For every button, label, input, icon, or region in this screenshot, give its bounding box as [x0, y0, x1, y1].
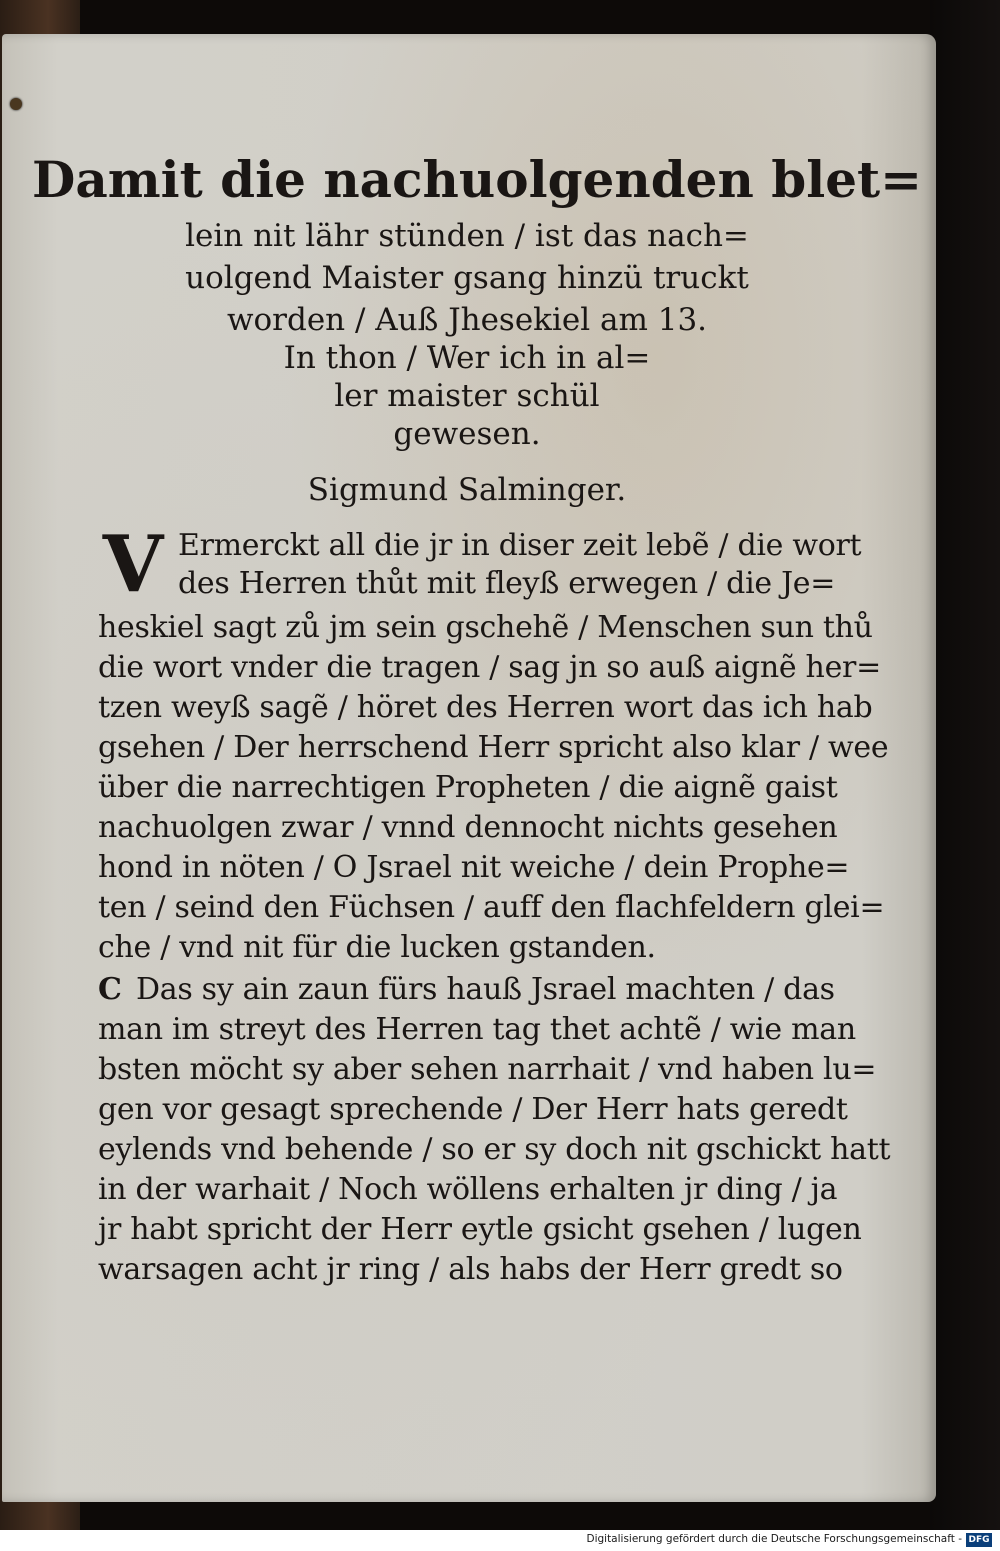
paragraph-mark: C: [98, 972, 122, 1007]
dfg-logo[interactable]: DFG: [966, 1533, 992, 1547]
binding-nail: [10, 98, 22, 110]
body-line-10: ten / seind den Füchsen / auff den flachfeldern glei=: [98, 890, 885, 925]
body-line-5: tzen weyß sagẽ / höret des Herren wort das ich hab: [98, 690, 873, 725]
body-line-6: gsehen / Der herrschend Herr spricht also klar / wee: [98, 730, 889, 765]
body-line-14: bsten möcht sy aber sehen narrhait / vnd haben lu=: [98, 1052, 877, 1087]
body-line-13: man im streyt des Herren tag thet achtẽ / wie man: [98, 1012, 856, 1047]
body-line-7: über die narrechtigen Propheten / die aignẽ gaist: [98, 770, 838, 805]
title-line-2: lein nit lähr stünden / ist das nach=: [185, 218, 749, 254]
body-line-9: hond in nöten / O Jsrael nit weiche / dein Prophe=: [98, 850, 850, 885]
title-line-6: ler maister schül: [334, 378, 600, 414]
title-line-3: uolgend Maister gsang hinzü truckt: [185, 260, 749, 296]
body-line-2: des Herren thůt mit fleyß erwegen / die Je=: [178, 566, 836, 601]
body-line-1: Ermerckt all die jr in diser zeit lebẽ / die wort: [178, 528, 862, 563]
decorated-initial: V: [102, 519, 164, 610]
title-line-4: worden / Auß Jhesekiel am 13.: [226, 302, 708, 338]
body-line-15: gen vor gesagt sprechende / Der Herr hats geredt: [98, 1092, 848, 1127]
body-line-11: che / vnd nit für die lucken gstanden.: [98, 930, 656, 965]
body-line-18: jr habt spricht der Herr eytle gsicht gsehen / lugen: [98, 1212, 862, 1247]
body-line-3: heskiel sagt zů jm sein gschehẽ / Menschen sun thů: [98, 610, 873, 645]
body-line-4: die wort vnder die tragen / sag jn so auß aignẽ her=: [98, 650, 881, 685]
author-line: Sigmund Salminger.: [307, 472, 627, 508]
title-line-7: gewesen.: [393, 416, 541, 452]
body-line-16: eylends vnd behende / so er sy doch nit gschickt hatt: [98, 1132, 891, 1167]
title-line-5: In thon / Wer ich in al=: [283, 340, 651, 376]
book-cover-edge-right: [930, 0, 1000, 1530]
body-line-19: warsagen acht jr ring / als habs der Herr gredt so: [98, 1252, 843, 1287]
body-line-17: in der warhait / Noch wöllens erhalten jr ding / ja: [98, 1172, 838, 1207]
body-line-12: Das sy ain zaun fürs hauß Jsrael machten / das: [136, 972, 835, 1007]
body-line-8: nachuolgen zwar / vnnd dennocht nichts gesehen: [98, 810, 838, 845]
footer-credit: Digitalisierung gefördert durch die Deutsche Forschungsgemeinschaft -: [586, 1533, 962, 1545]
title-line-1: Damit die nachuolgenden blet=: [32, 150, 922, 209]
